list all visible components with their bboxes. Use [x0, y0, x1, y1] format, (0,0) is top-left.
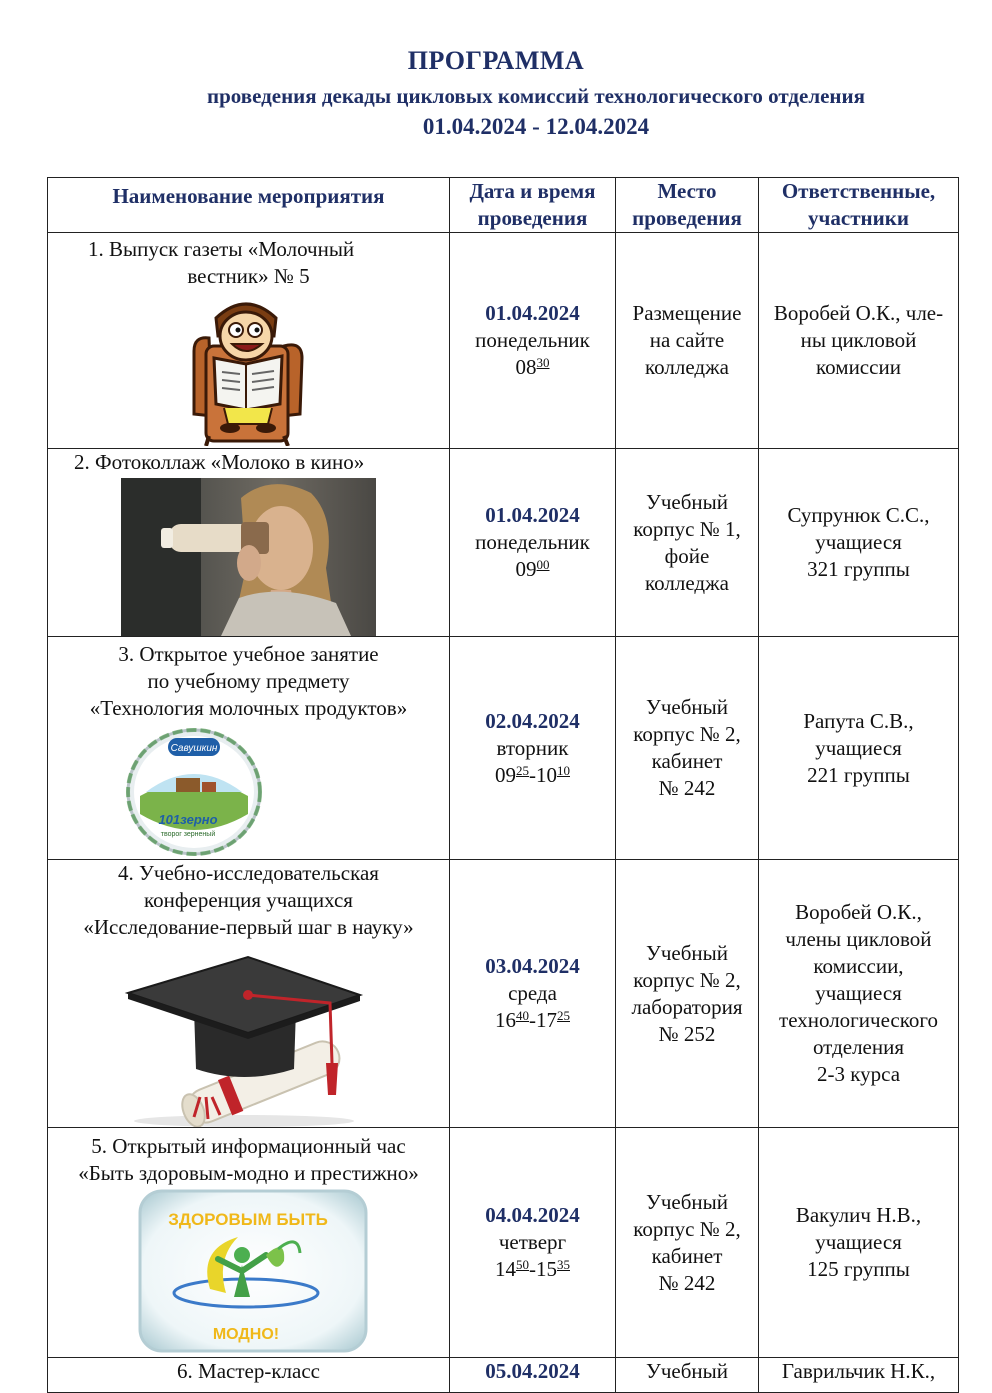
page-title: ПРОГРАММА	[407, 46, 585, 75]
svg-text:МОДНО!: МОДНО!	[212, 1325, 280, 1343]
date-cell: 05.04.2024	[450, 1358, 616, 1393]
time: $16^{40}-17^{25}$	[495, 1008, 570, 1032]
program-table	[47, 177, 959, 1393]
table-header-row	[48, 178, 959, 233]
woman-with-bottle-photo	[121, 478, 376, 636]
column-header: Ответственные, участники	[759, 178, 959, 233]
date-cell: 04.04.2024 четверг $14^{50}-15^{35}$	[450, 1128, 616, 1358]
people-cell: Гаврильчик Н.К.,	[759, 1358, 959, 1393]
people-cell: Вакулич Н.В., учащиеся 125 группы	[759, 1128, 959, 1358]
place-cell: Учебный корпус № 2, кабинет № 242	[616, 1128, 759, 1358]
place-cell: Учебный корпус № 2, лаборатория № 252	[616, 860, 759, 1128]
event-cell: 1. Выпуск газеты «Молочный вестник» № 5	[48, 233, 450, 449]
table-row	[48, 637, 959, 860]
event-cell: 2. Фотоколлаж «Молоко в кино»	[48, 449, 450, 637]
event-cell: 4. Учебно-исследовательская конференция учащихся «Исследование-первый шаг в науку»	[48, 860, 450, 1128]
people-cell: Воробей О.К., чле- ны цикловой комиссии	[759, 233, 959, 449]
svg-text:Савушкин: Савушкин	[170, 742, 218, 754]
cartoon-reading-newspaper-image	[184, 296, 314, 446]
date-cell: 01.04.2024 понедельник $08^{30}$	[450, 233, 616, 449]
time: $09^{00}$	[515, 557, 550, 581]
table-row	[48, 233, 959, 449]
people-cell: Воробей О.К., члены цикловой комиссии, учащиеся технологического отделения 2-3 курса	[759, 860, 959, 1128]
event-cell: 3. Открытое учебное занятие по учебному предмету «Технология молочных продуктов» Савушкин 101зерно творог зерненый	[48, 637, 450, 860]
column-header: Место проведения	[616, 178, 759, 233]
place-cell: Учебный	[616, 1358, 759, 1393]
healthy-lifestyle-logo	[138, 1189, 368, 1353]
event-cell: 5. Открытый информационный час «Быть здоровым-модно и престижно» ЗДОРОВЫМ БЫТЬ МОДНО!	[48, 1128, 450, 1358]
date-cell: 02.04.2024 вторник $09^{25}-10^{10}$	[450, 637, 616, 860]
table-row	[48, 860, 959, 1128]
svg-text:ЗДОРОВЫМ БЫТЬ: ЗДОРОВЫМ БЫТЬ	[168, 1209, 328, 1229]
page-subtitle: проведения декады цикловых комиссий технологического отделения	[206, 84, 865, 108]
event-cell: 6. Мастер-класс	[48, 1358, 450, 1393]
time: $08^{30}$	[515, 355, 550, 379]
table-row	[48, 1128, 959, 1358]
people-cell: Рапута С.В., учащиеся 221 группы	[759, 637, 959, 860]
time: $09^{25}-10^{10}$	[495, 762, 570, 787]
date-cell: 01.04.2024 понедельник $09^{00}$	[450, 449, 616, 637]
time: $14^{50}-15^{35}$	[495, 1257, 570, 1281]
table-row	[48, 449, 959, 637]
column-header: Наименование мероприятия	[48, 178, 450, 233]
period-dates: 01.04.2024 - 12.04.2024	[422, 114, 650, 139]
place-cell: Учебный корпус № 1, фойе колледжа	[616, 449, 759, 637]
graduation-cap-diploma-image	[124, 947, 364, 1127]
column-header: Дата и время проведения	[450, 178, 616, 233]
people-cell: Супрунюк С.С., учащиеся 321 группы	[759, 449, 959, 637]
svg-text:101зерно: 101зерно	[158, 811, 218, 827]
date-cell: 03.04.2024 среда $16^{40}-17^{25}$	[450, 860, 616, 1128]
place-cell: Размещение на сайте колледжа	[616, 233, 759, 449]
svg-text:творог зерненый: творог зерненый	[160, 830, 216, 838]
savushkin-cottage-cheese-package	[124, 726, 264, 856]
place-cell: Учебный корпус № 2, кабинет № 242	[616, 637, 759, 860]
table-row	[48, 1358, 959, 1393]
